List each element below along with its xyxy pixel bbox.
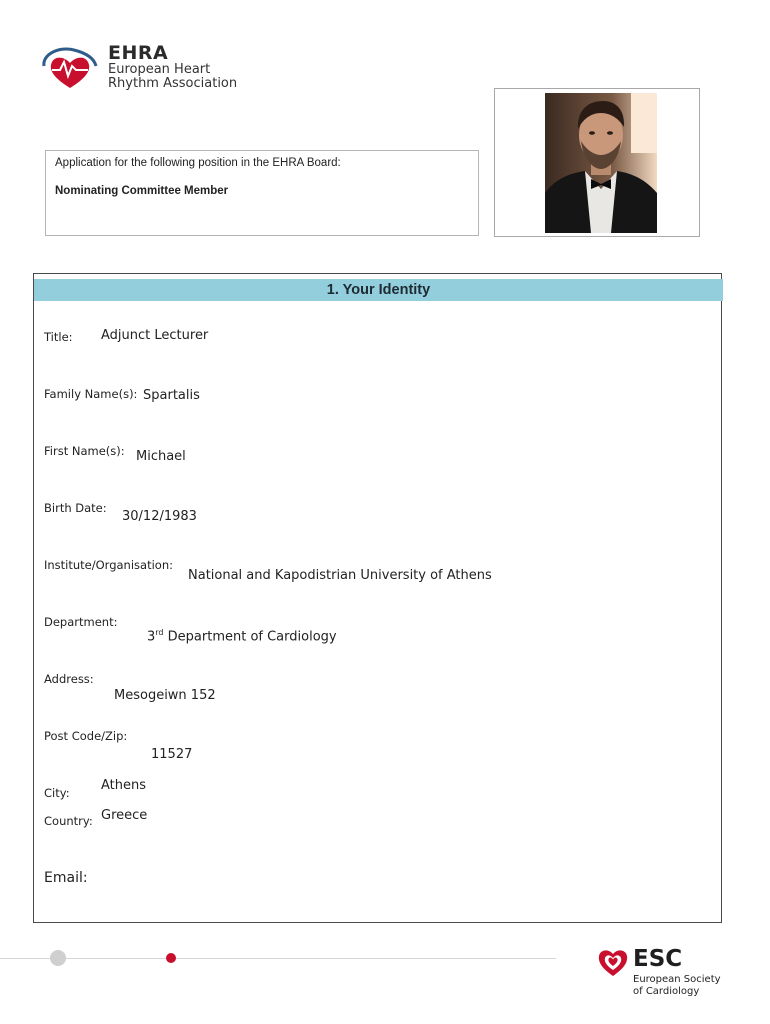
department-value bbox=[147, 628, 337, 644]
city-value: Athens bbox=[101, 778, 147, 793]
esc-line1: European Society bbox=[633, 974, 721, 985]
email-label: Email: bbox=[44, 870, 88, 886]
department-number: 3 bbox=[147, 629, 156, 645]
postcode-label: Post Code/Zip: bbox=[44, 729, 128, 743]
portrait-photo bbox=[545, 93, 657, 233]
application-position: Nominating Committee Member bbox=[55, 185, 229, 197]
country-label: Country: bbox=[44, 814, 93, 828]
identity-section bbox=[33, 273, 722, 923]
department-name: Department of Cardiology bbox=[163, 629, 337, 645]
application-box bbox=[45, 150, 479, 236]
footer-divider bbox=[0, 958, 556, 959]
address-value: Mesogeiwn 152 bbox=[114, 688, 216, 703]
esc-logo bbox=[597, 944, 737, 1000]
ehra-line1: European Heart bbox=[108, 62, 211, 77]
first-name-label: First Name(s): bbox=[44, 444, 125, 458]
ehra-name: EHRA bbox=[108, 42, 169, 64]
address-label: Address: bbox=[44, 672, 94, 686]
esc-name: ESC bbox=[633, 946, 683, 972]
postcode-value: 11527 bbox=[151, 747, 193, 762]
city-label: City: bbox=[44, 786, 70, 800]
family-name-value: Spartalis bbox=[143, 388, 200, 403]
esc-heart-logo-icon bbox=[597, 946, 629, 978]
ehra-heart-logo-icon bbox=[40, 44, 100, 90]
department-label: Department: bbox=[44, 615, 118, 629]
family-name-label: Family Name(s): bbox=[44, 387, 138, 401]
title-value: Adjunct Lecturer bbox=[101, 328, 209, 343]
country-value: Greece bbox=[101, 808, 148, 823]
footer-dot-grey bbox=[50, 950, 66, 966]
photo-frame bbox=[494, 88, 700, 237]
section-header: 1. Your Identity bbox=[34, 279, 723, 301]
birth-date-value: 30/12/1983 bbox=[122, 509, 197, 524]
ehra-logo bbox=[40, 42, 240, 94]
first-name-value: Michael bbox=[136, 449, 186, 464]
institute-value: National and Kapodistrian University of Athens bbox=[188, 568, 492, 583]
title-label: Title: bbox=[44, 330, 73, 344]
department-ordinal: rd bbox=[155, 628, 164, 637]
institute-label: Institute/Organisation: bbox=[44, 558, 173, 572]
esc-line2: of Cardiology bbox=[633, 986, 700, 997]
ehra-line2: Rhythm Association bbox=[108, 76, 238, 91]
application-question: Application for the following position in the EHRA Board: bbox=[55, 157, 341, 169]
footer-dot-red bbox=[166, 953, 176, 963]
birth-date-label: Birth Date: bbox=[44, 501, 107, 515]
